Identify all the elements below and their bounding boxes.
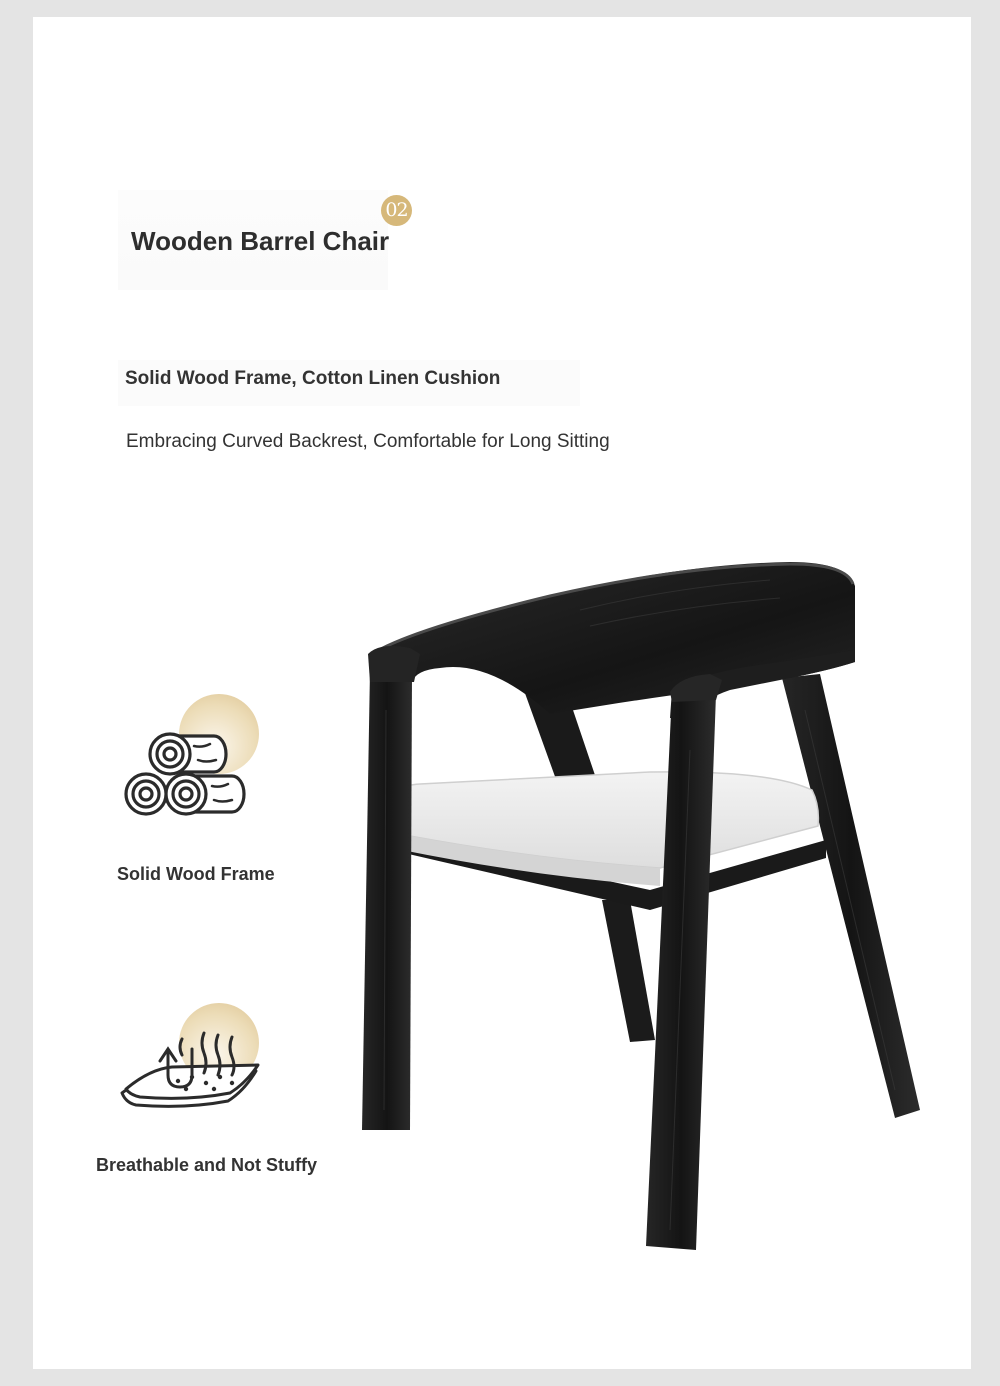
section-number-badge: 02: [381, 195, 412, 226]
breathable-fabric-icon: [116, 1025, 266, 1115]
subtitle-materials: Solid Wood Frame, Cotton Linen Cushion: [125, 368, 501, 389]
feature-label-breathable: Breathable and Not Stuffy: [96, 1155, 318, 1175]
feature-label-wood: Solid Wood Frame: [117, 864, 275, 884]
product-title: Wooden Barrel Chair: [131, 226, 390, 256]
wood-logs-icon: [122, 730, 252, 820]
subtitle-comfort: Embracing Curved Backrest, Comfortable for Long Sitting: [126, 431, 610, 452]
wooden-barrel-chair-image: [350, 550, 930, 1260]
